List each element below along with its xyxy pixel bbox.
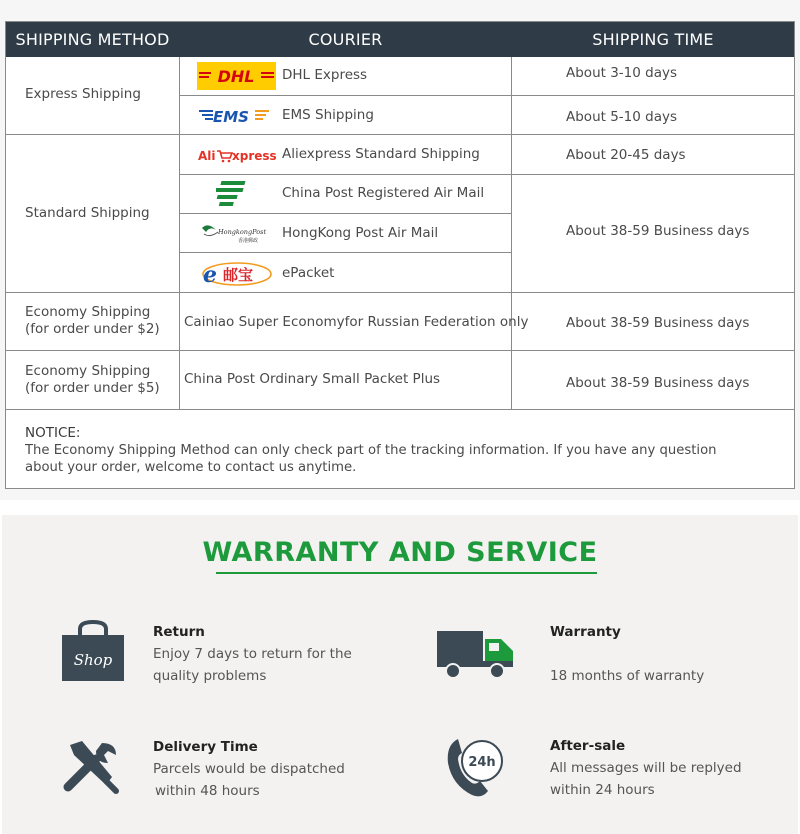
- return-line-2: quality problems: [153, 668, 267, 684]
- svg-text:Ali: Ali: [198, 149, 216, 163]
- svg-text:HongkongPost: HongkongPost: [218, 228, 267, 236]
- notice-title: NOTICE:: [25, 425, 81, 441]
- ems-logo: [199, 104, 271, 126]
- row-divider: [6, 292, 794, 293]
- method-economy-5-line2: (for order under $5): [25, 380, 160, 396]
- table-header: [6, 22, 794, 57]
- method-standard: Standard Shipping: [25, 205, 150, 221]
- svg-text:DHL: DHL: [217, 67, 255, 86]
- shipping-table: [5, 21, 795, 489]
- time-ems: About 5-10 days: [566, 109, 677, 125]
- method-economy-2-line1: Economy Shipping: [25, 304, 151, 320]
- courier-hongkong-post: HongKong Post Air Mail: [282, 225, 439, 241]
- aftersale-line-1: All messages will be replyed: [550, 760, 742, 776]
- hongkong-post-logo: [200, 218, 272, 246]
- svg-text:邮宝: 邮宝: [223, 266, 254, 284]
- courier-ems: EMS Shipping: [282, 107, 374, 123]
- row-divider: [6, 350, 794, 351]
- header-shipping-method: SHIPPING METHOD: [15, 30, 170, 49]
- warranty-service-section: [2, 515, 798, 834]
- aftersale-line-2: within 24 hours: [550, 782, 655, 798]
- svg-text:EMS: EMS: [213, 108, 249, 126]
- aliexpress-logo: [198, 144, 276, 166]
- time-standard-shared: About 38-59 Business days: [566, 223, 750, 239]
- method-economy-5-line1: Economy Shipping: [25, 363, 151, 379]
- svg-text:e: e: [203, 262, 217, 288]
- return-title: Return: [153, 624, 205, 640]
- svg-text:香港郵政: 香港郵政: [238, 238, 259, 244]
- svg-text:xpress: xpress: [232, 149, 276, 163]
- truck-icon: [435, 625, 517, 683]
- svg-text:Shop: Shop: [73, 651, 113, 669]
- time-economy-2: About 38-59 Business days: [566, 315, 750, 331]
- header-shipping-time: SHIPPING TIME: [592, 30, 714, 49]
- column-divider: [179, 57, 180, 409]
- courier-china-post-small-packet: China Post Ordinary Small Packet Plus: [184, 371, 441, 387]
- time-dhl: About 3-10 days: [566, 65, 677, 81]
- method-economy-2-line2: (for order under $2): [25, 321, 160, 337]
- notice-text: [25, 442, 745, 476]
- method-express: Express Shipping: [25, 86, 141, 102]
- courier-dhl: DHL Express: [282, 67, 368, 83]
- warranty-title: Warranty: [550, 624, 621, 640]
- epacket-logo: [201, 256, 273, 288]
- header-courier: COURIER: [308, 30, 383, 49]
- column-divider: [511, 57, 512, 409]
- delivery-line-2: within 48 hours: [155, 783, 260, 799]
- warranty-line-1: 18 months of warranty: [550, 668, 705, 684]
- row-divider: [179, 174, 794, 175]
- courier-epacket: ePacket: [282, 265, 335, 281]
- notice-line-1: The Economy Shipping Method can only check part of the tracking information. If you have any question: [25, 443, 717, 458]
- tools-icon: [62, 737, 120, 795]
- china-post-logo: [216, 179, 250, 209]
- phone-24h-icon: [442, 733, 510, 801]
- courier-china-post: China Post Registered Air Mail: [282, 185, 485, 201]
- row-divider: [6, 409, 794, 410]
- dhl-logo: [197, 62, 276, 90]
- courier-aliexpress: Aliexpress Standard Shipping: [282, 146, 480, 162]
- row-divider: [6, 134, 794, 135]
- courier-cainiao: Cainiao Super Economyfor Russian Federation only: [184, 314, 529, 330]
- title-underline: [216, 572, 597, 574]
- row-divider: [179, 213, 511, 214]
- return-line-1: Enjoy 7 days to return for the: [153, 646, 352, 662]
- time-aliexpress: About 20-45 days: [566, 147, 686, 163]
- delivery-line-1: Parcels would be dispatched: [153, 761, 345, 777]
- row-divider: [179, 252, 511, 253]
- aftersale-title: After-sale: [550, 738, 626, 754]
- shopping-bag-icon: [58, 619, 128, 683]
- row-divider: [179, 95, 794, 96]
- notice-line-2: about your order, welcome to contact us anytime.: [25, 460, 357, 475]
- delivery-title: Delivery Time: [153, 739, 258, 755]
- time-economy-5: About 38-59 Business days: [566, 375, 750, 391]
- svg-text:24h: 24h: [468, 755, 496, 770]
- section-title: WARRANTY AND SERVICE: [202, 537, 598, 568]
